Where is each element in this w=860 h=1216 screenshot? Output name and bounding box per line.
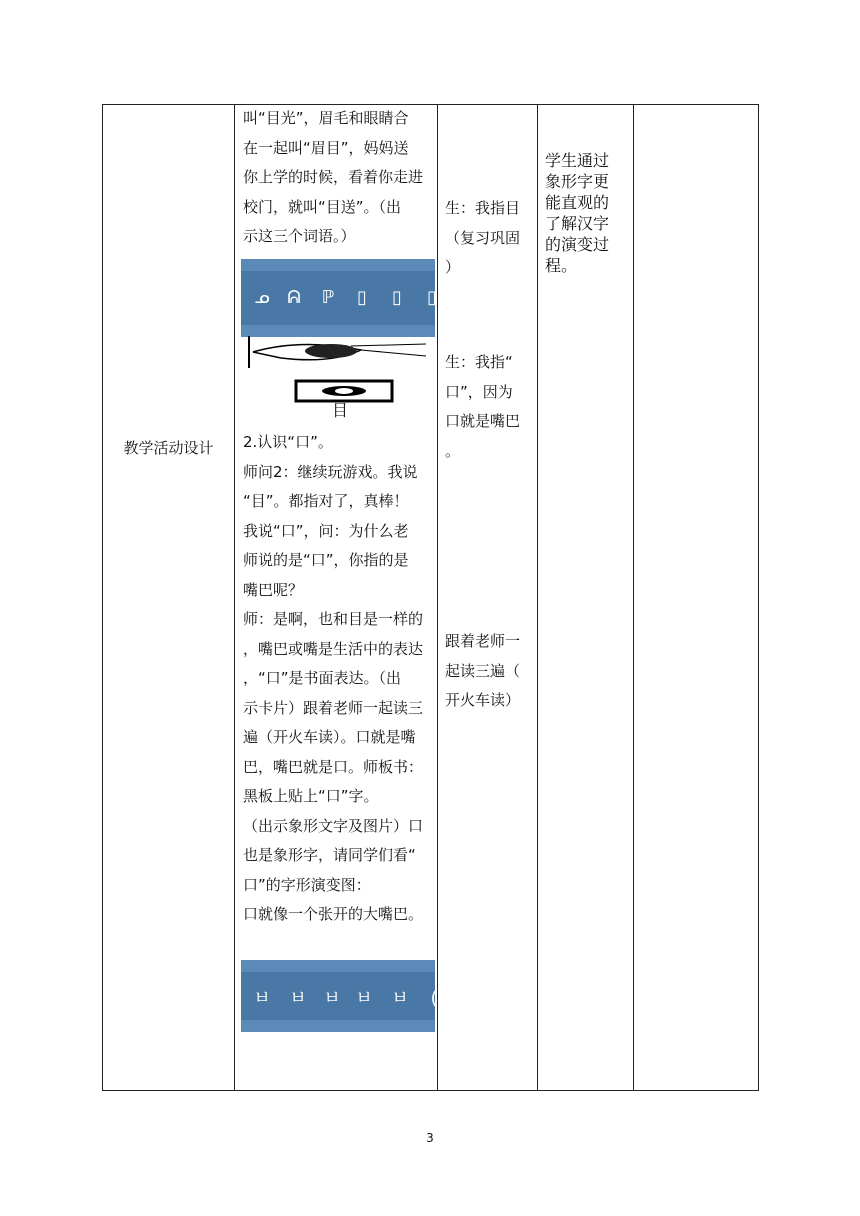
column-divider [437,105,438,1090]
text-line: ，嘴巴或嘴是生活中的表达 [243,639,424,658]
text-line: 在一起叫“眉目”，妈妈送 [243,138,409,157]
text-line: 嘴巴呢？ [243,580,304,599]
student-activity-1 [445,194,520,283]
text-line: 口”，因为 [445,382,513,401]
text-line: 叫“目光”，眉毛和眼睛合 [243,109,409,127]
text-line: 黑板上贴上“口”字。 [243,787,379,805]
teacher-activity-mid [243,428,423,930]
row-label: 教学活动设计 [123,439,214,457]
text-line: 能直观的 [545,193,610,212]
text-line: 你上学的时候，看着你走进 [243,168,424,186]
text-line: 。 [445,441,461,460]
text-line: 起读三遍（ [445,661,521,680]
text-line: 了解汉字 [545,214,610,233]
text-line: 象形字更 [545,172,610,191]
text-line: 也是象形字，请同学们看“ [243,846,416,864]
text-line: 口”的字形演变图： [243,875,371,894]
text-line: 生：我指“ [445,353,513,371]
mu-caption: 目 [332,401,349,420]
text-line: 师说的是“口”，你指的是 [243,551,409,569]
text-line: （复习巩固 [445,228,521,247]
text-line: ，“口”是书面表达。（出 [243,669,402,687]
lesson-table [102,104,759,1091]
text-line: 示卡片）跟着老师一起读三 [243,698,424,717]
text-line: 的演变过程。 [545,235,610,275]
column-divider [234,105,235,1090]
teacher-activity-top [243,104,423,252]
mu-evolution-image: ᓄ ᕱ ℙ ▯ ▯ ▯ [241,259,435,337]
text-line: （出示象形文字及图片）口 [243,816,424,835]
text-line: 开火车读） [445,691,521,709]
text-line: 师问2：继续玩游戏。我说 [243,462,418,481]
text-line: 遍（开火车读）。口就是嘴 [243,728,416,746]
design-intent [545,150,625,276]
text-line: “目”。都指对了，真棒！ [243,492,409,510]
column-divider [537,105,538,1090]
text-line: 跟着老师一 [445,632,521,650]
eye-illustration [241,336,431,372]
text-line: 学生通过 [545,151,610,170]
text-line: 巴，嘴巴就是口。师板书： [243,757,424,776]
text-line: 示这三个词语。） [243,227,356,245]
text-line: 2.认识“口”。 [243,433,333,451]
student-activity-3 [445,627,520,716]
text-line: 我说“口”，问：为什么老 [243,521,409,540]
text-line: 生：我指目 [445,199,521,217]
text-line: 口就像一个张开的大嘴巴。 [243,905,424,923]
text-line: 校门，就叫“目送”。（出 [243,197,402,216]
page-number: 3 [426,1131,434,1145]
kou-evolution-image: ㅂ ㅂ ㅂ ㅂ ㅂ ( [241,960,435,1032]
text-line: ） [445,258,461,276]
column-divider [633,105,634,1090]
text-line: 师：是啊，也和目是一样的 [243,610,424,628]
text-line: 口就是嘴巴 [445,412,521,430]
student-activity-2 [445,348,520,466]
